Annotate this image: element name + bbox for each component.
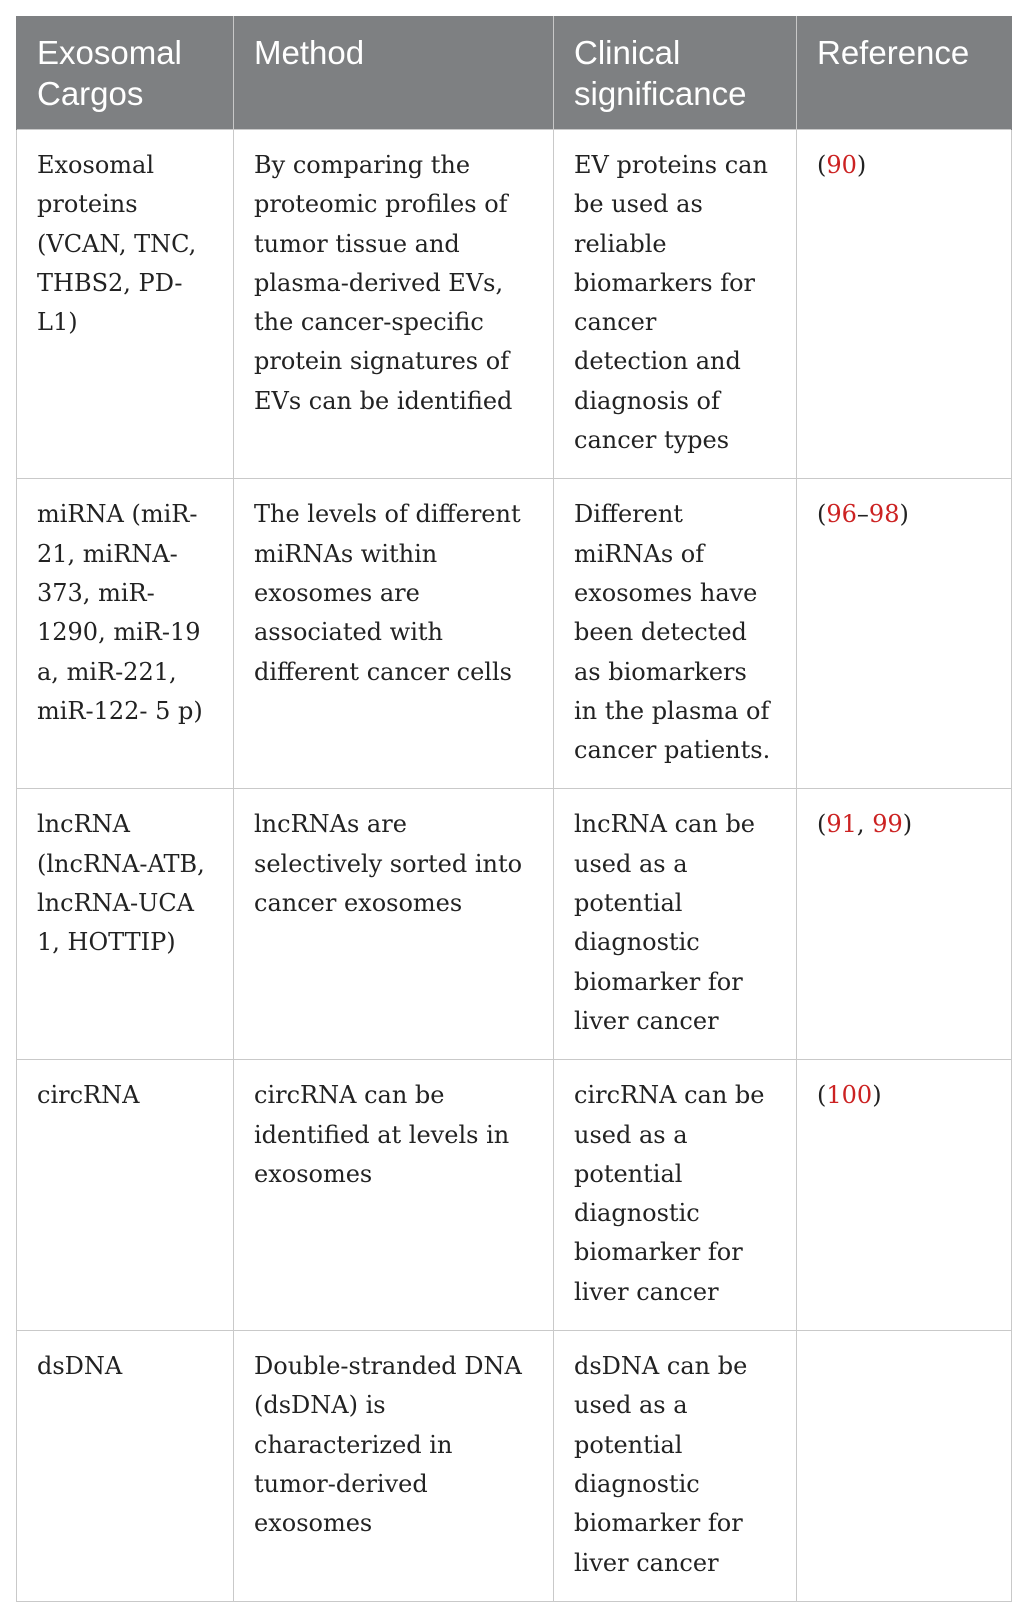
table-row — [17, 1060, 1012, 1331]
table-row — [17, 130, 1012, 479]
cargo-cell: dsDNA — [17, 1331, 234, 1602]
method-cell: Double-stranded DNA (dsDNA) is characterized in tumor-derived exosomes — [234, 1331, 554, 1602]
header-method: Method — [234, 16, 554, 130]
ref-separator: – — [856, 500, 869, 529]
header-clinical-significance: Clinical significance — [554, 16, 797, 130]
table-body — [17, 130, 1012, 1602]
reference-cell — [797, 789, 1012, 1060]
significance-cell: Different miRNAs of exosomes have been detected as biomarkers in the plasma of cancer patients. — [554, 479, 797, 789]
header-exosomal-cargos: Exosomal Cargos — [17, 16, 234, 130]
reference-cell — [797, 130, 1012, 479]
significance-cell: lncRNA can be used as a potential diagnostic biomarker for liver cancer — [554, 789, 797, 1060]
table-row — [17, 479, 1012, 789]
reference-link[interactable]: 98 — [868, 500, 900, 529]
cargo-cell: Exosomal proteins (VCAN, TNC, THBS2, PD-L1) — [17, 130, 234, 479]
cargo-cell: circRNA — [17, 1060, 234, 1331]
ref-paren-open: ( — [817, 151, 827, 179]
significance-cell: circRNA can be used as a potential diagnostic biomarker for liver cancer — [554, 1060, 797, 1331]
ref-paren-open: ( — [817, 1081, 827, 1110]
ref-paren-close: ) — [856, 151, 867, 179]
reference-link[interactable]: 90 — [826, 151, 857, 179]
cargo-cell: lncRNA (lncRNA-ATB, lncRNA-UCA 1, HOTTIP) — [17, 789, 234, 1060]
exosomal-cargo-table — [16, 16, 1012, 1602]
reference-cell — [797, 1060, 1012, 1331]
header-row — [17, 16, 1012, 130]
table-row — [17, 1331, 1012, 1602]
ref-separator: , — [856, 810, 873, 839]
method-cell: The levels of different miRNAs within exosomes are associated with different cancer cells — [234, 479, 554, 789]
ref-paren-close: ) — [902, 810, 913, 839]
ref-paren-open: ( — [817, 810, 827, 839]
reference-link[interactable]: 100 — [826, 1081, 873, 1110]
header-reference: Reference — [797, 16, 1012, 130]
reference-cell — [797, 1331, 1012, 1602]
reference-link[interactable]: 91 — [826, 810, 857, 839]
method-cell: By comparing the proteomic profiles of tumor tissue and plasma-derived EVs, the cancer-specific protein signatures of EVs can be identified — [234, 130, 554, 479]
ref-paren-close: ) — [872, 1081, 882, 1110]
reference-cell — [797, 479, 1012, 789]
significance-cell: EV proteins can be used as reliable biomarkers for cancer detection and diagnosis of cancer types — [554, 130, 797, 479]
cargo-cell: miRNA (miR-21, miRNA-373, miR-1290, miR-19 a, miR-221, miR-122- 5 p) — [17, 479, 234, 789]
reference-link[interactable]: 96 — [826, 500, 857, 529]
ref-paren-close: ) — [899, 500, 909, 529]
reference-link[interactable]: 99 — [872, 810, 903, 839]
method-cell: lncRNAs are selectively sorted into cancer exosomes — [234, 789, 554, 1060]
significance-cell: dsDNA can be used as a potential diagnostic biomarker for liver cancer — [554, 1331, 797, 1602]
ref-paren-open: ( — [817, 500, 827, 529]
table-row — [17, 789, 1012, 1060]
method-cell: circRNA can be identified at levels in exosomes — [234, 1060, 554, 1331]
table-header — [17, 16, 1012, 130]
